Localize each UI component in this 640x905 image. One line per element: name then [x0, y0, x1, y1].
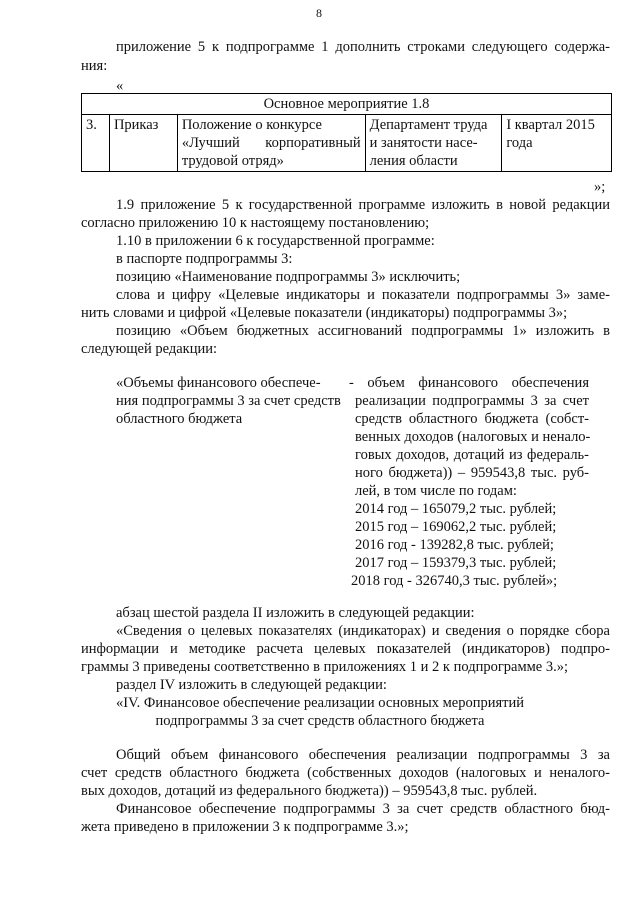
para-words-line-1: слова и цифру «Целевые индикаторы и показатели подпрограммы 3» заме- [116, 287, 610, 303]
row-name-line-1: Положение о конкурсе [181, 117, 322, 133]
total-line-2: счет средств областного бюджета (собственных доходов (налоговых и неналого- [81, 765, 610, 781]
row-dept-line-2: и занятости насе- [369, 135, 478, 151]
row-term-line-2: года [506, 135, 533, 151]
para-1-9-line-1: 1.9 приложение 5 к государственной программе изложить в новой редакции [116, 197, 610, 213]
table-row [82, 115, 612, 172]
row-department [365, 115, 502, 172]
finance-para-line-2: жета приведено в приложении 3 к подпрограмме 3.»; [81, 819, 409, 835]
row-name-line-2b: корпоративный [265, 135, 361, 151]
row-name-line-2a: «Лучший [181, 135, 240, 151]
para-budget-line-2: следующей редакции: [81, 341, 218, 357]
row-name [177, 115, 365, 172]
total-line-3: вых доходов, дотаций из федерального бюджета)) – 959543,8 тыс. рублей. [81, 783, 538, 799]
finance-right-line-5: говых доходов, дотаций из федераль- [355, 447, 589, 463]
finance-left-line-1: «Объемы финансового обеспече- [116, 375, 321, 391]
finance-right-line-3: средств областного бюджета (собст- [355, 411, 589, 427]
finance-right-line-1: - объем финансового обеспечения [349, 375, 589, 391]
para-position: позицию «Наименование подпрограммы 3» исключить; [116, 269, 461, 285]
section2-quote-line-2: информации и методике расчета целевых показателей (индикаторов) подпро- [81, 641, 610, 657]
finance-right-line-2: реализации подпрограммы 3 за счет [355, 393, 589, 409]
row-dept-line-1: Департамент труда [369, 117, 488, 133]
finance-para-line-1: Финансовое обеспечение подпрограммы 3 за счет средств областного бюд- [116, 801, 610, 817]
row-name-line-3: трудовой отряд» [181, 153, 284, 169]
section2-intro: абзац шестой раздела II изложить в следующей редакции: [116, 605, 475, 621]
row-type: Приказ [109, 115, 177, 172]
section2-quote-line-1: «Сведения о целевых показателях (индикаторах) и сведения о порядке сбора [116, 623, 610, 639]
measures-table [81, 93, 612, 172]
finance-right-line-6: ного бюджета)) – 959543,8 тыс. руб- [355, 465, 589, 481]
para-1-10: 1.10 в приложении 6 к государственной программе: [116, 233, 435, 249]
row-name-line-2 [182, 134, 361, 152]
intro-line-2: ния: [81, 58, 108, 74]
finance-year-2014: 2014 год – 165079,2 тыс. рублей; [355, 501, 557, 517]
open-quote: « [116, 78, 124, 94]
finance-year-2017: 2017 год – 159379,3 тыс. рублей; [355, 555, 557, 571]
finance-year-2016: 2016 год - 139282,8 тыс. рублей; [355, 537, 554, 553]
para-words-line-2: нить словами и цифрой «Целевые показатели (индикаторы) подпрограммы 3»; [81, 305, 568, 321]
finance-right-line-4: венных доходов (налоговых и ненало- [355, 429, 591, 445]
close-quote: »; [594, 179, 606, 195]
row-term [502, 115, 612, 172]
page-number: 8 [316, 6, 322, 20]
table-header: Основное мероприятие 1.8 [82, 94, 612, 115]
row-term-line-1: I квартал 2015 [506, 117, 595, 133]
finance-right-line-7: лей, в том числе по годам: [355, 483, 517, 499]
total-line-1: Общий объем финансового обеспечения реализации подпрограммы 3 за [116, 747, 610, 763]
finance-year-2018: 2018 год - 326740,3 тыс. рублей»; [351, 573, 558, 589]
section4-heading-line-2: подпрограммы 3 за счет средств областного бюджета [155, 713, 485, 729]
finance-left-line-3: областного бюджета [116, 411, 243, 427]
para-budget-line-1: позицию «Объем бюджетных ассигнований подпрограммы 1» изложить в [116, 323, 610, 339]
para-1-9-line-2: согласно приложению 10 к настоящему постановлению; [81, 215, 430, 231]
section4-intro: раздел IV изложить в следующей редакции: [116, 677, 387, 693]
section4-heading-line-1: «IV. Финансовое обеспечение реализации основных мероприятий [115, 695, 524, 711]
row-number: 3. [82, 115, 110, 172]
intro-line-1: приложение 5 к подпрограмме 1 дополнить строками следующего содержа- [116, 39, 610, 55]
row-dept-line-3: ления области [369, 153, 458, 169]
para-passport: в паспорте подпрограммы 3: [116, 251, 293, 267]
finance-left-line-2: ния подпрограммы 3 за счет средств [116, 393, 341, 409]
section2-quote-line-3: граммы 3 приведены соответственно в приложениях 1 и 2 к подпрограмме 3.»; [81, 659, 569, 675]
finance-year-2015: 2015 год – 169062,2 тыс. рублей; [355, 519, 557, 535]
